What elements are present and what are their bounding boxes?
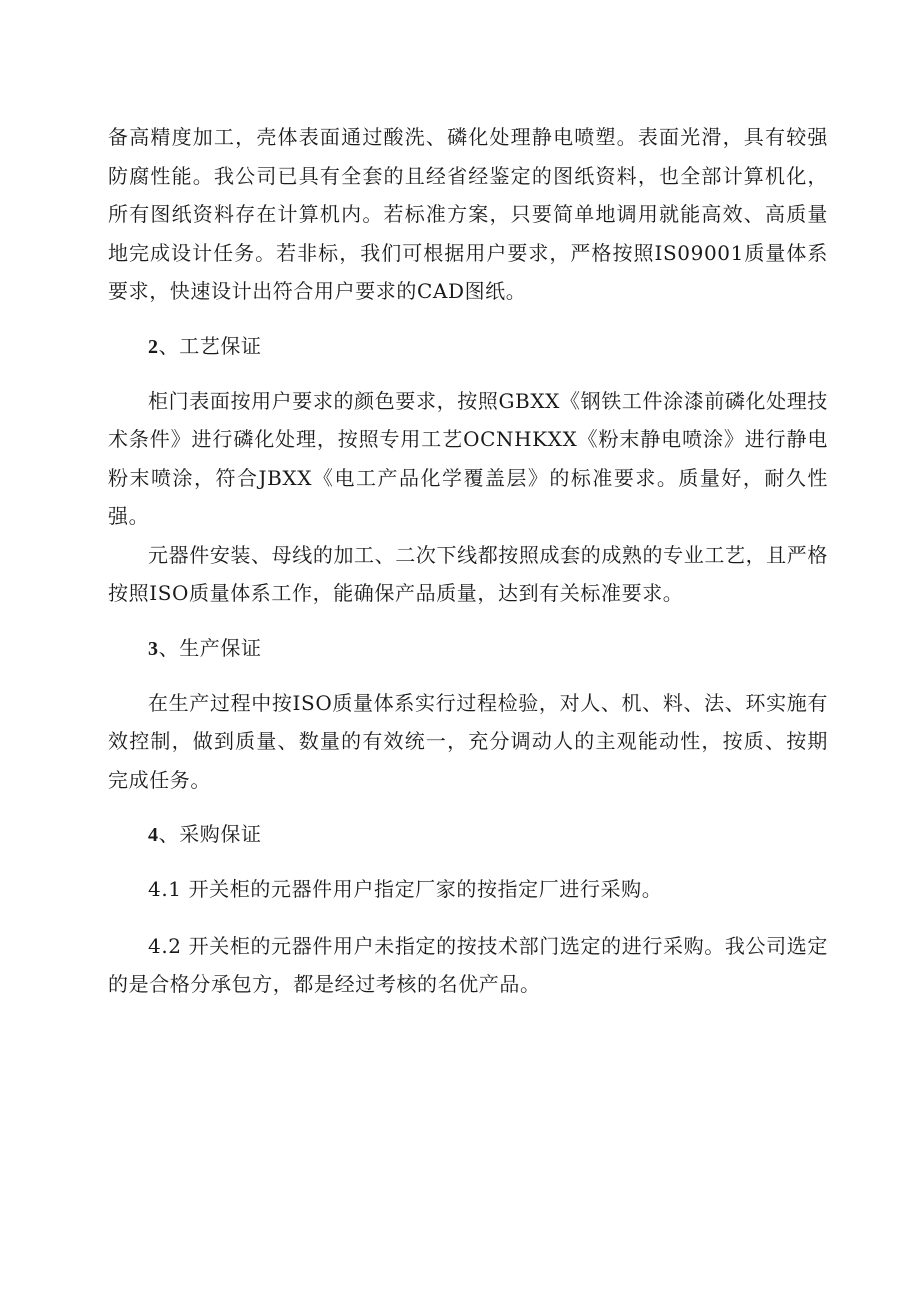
heading-procurement-number: 4	[148, 824, 159, 846]
heading-production-number: 3	[148, 637, 159, 660]
document-body	[108, 118, 828, 1004]
paragraph-production-control: 在生产过程中按ISO质量体系实行过程检验，对人、机、料、法、环实施有效控制，做到质量、数量的有效统一，充分调动人的主观能动性，按质、按期完成任务。	[108, 690, 828, 792]
heading-procurement	[108, 815, 828, 854]
heading-process-text: 、工艺保证	[158, 333, 262, 358]
paragraph-procurement-4-1: 4.1 开关柜的元器件用户指定厂家的按指定厂进行采购。	[148, 877, 663, 901]
paragraph-design: 备高精度加工，壳体表面通过酸洗、磷化处理静电喷塑。表面光滑，具有较强防腐性能。我公司已具有全套的且经省经鉴定的图纸资料，也全部计算机化，所有图纸资料存在计算机内。若标准方案，只要简单地调用就能高效、高质量地完成设计任务。若非标，我们可根据用户要求，严格按照IS09001质量体系要求，快速设计出符合用户要求的CAD图纸。	[108, 125, 828, 303]
heading-procurement-text: 、采购保证	[158, 822, 262, 846]
paragraph-component-install: 元器件安装、母线的加工、二次下线都按照成套的成熟的专业工艺，且严格按照ISO质量体系工作，能确保产品质量，达到有关标准要求。	[108, 542, 828, 605]
heading-production	[108, 629, 828, 668]
heading-process-number: 2	[148, 335, 159, 358]
heading-production-text: 、生产保证	[158, 635, 262, 660]
heading-process	[108, 327, 828, 366]
paragraph-procurement-4-2: 4.2 开关柜的元器件用户未指定的按技术部门选定的进行采购。我公司选定的是合格分承包方，都是经过考核的名优产品。	[108, 933, 828, 996]
paragraph-door-surface: 柜门表面按用户要求的颜色要求，按照GBXX《钢铁工件涂漆前磷化处理技术条件》进行磷化处理，按照专用工艺OCNHKXX《粉末静电喷涂》进行静电粉末喷涂，符合JBXX《电工产品化学覆盖层》的标准要求。质量好，耐久性强。	[108, 388, 828, 528]
